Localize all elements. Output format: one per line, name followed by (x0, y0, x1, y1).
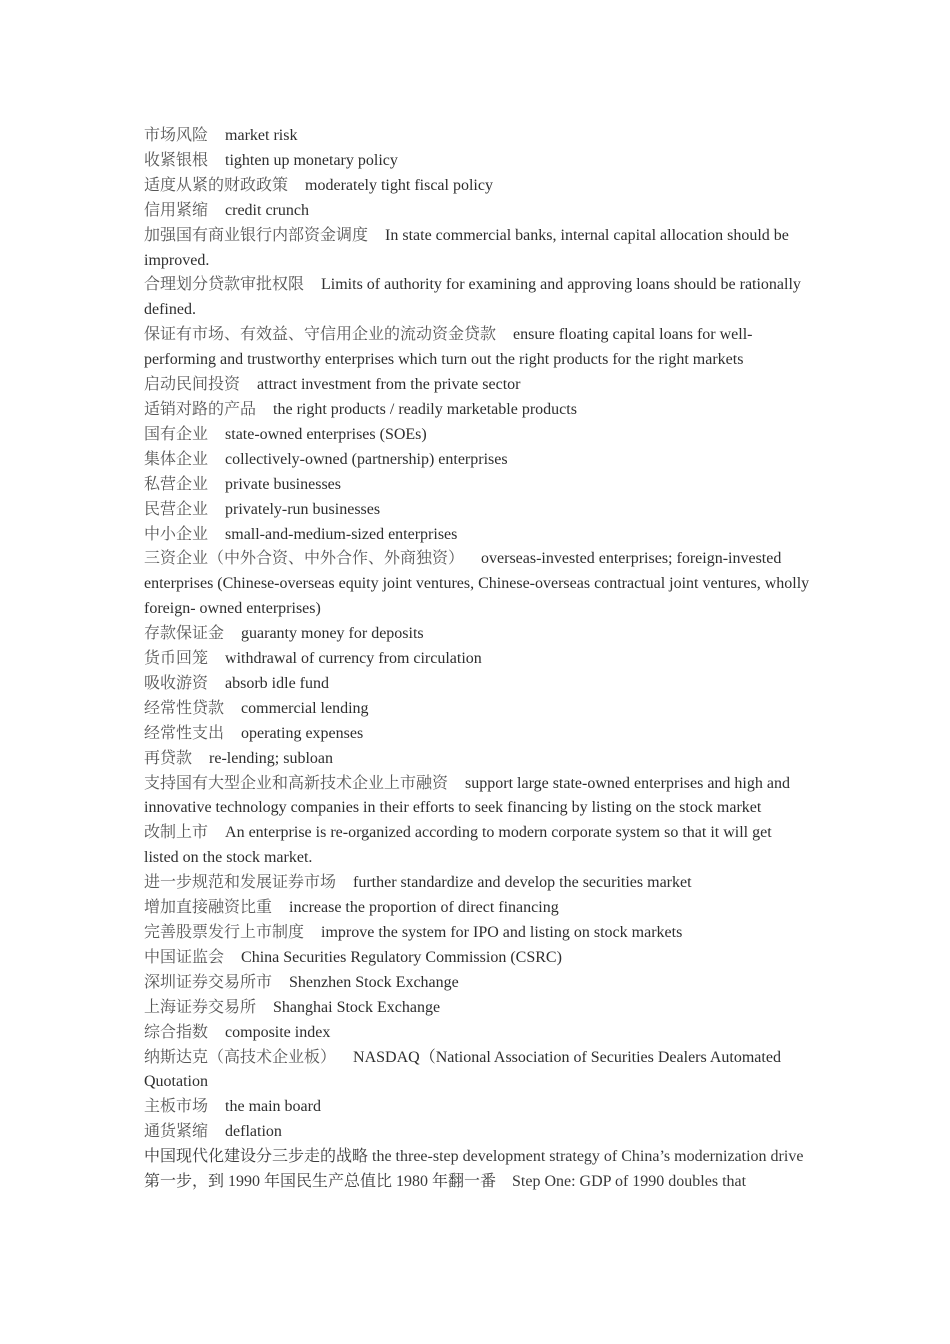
glossary-entry (144, 996, 810, 1021)
glossary-list (144, 124, 810, 1145)
english-translation: guaranty money for deposits (241, 625, 424, 643)
glossary-entry (144, 896, 810, 921)
glossary-entry (144, 473, 810, 498)
english-translation: overseas-invested enterprises; foreign-invested enterprises (Chinese-overseas equity joint ventures, Chinese-overseas contractual joint ventures, wholly foreign- owned enterprises) (144, 550, 810, 618)
chinese-term: 纳斯达克（高技术企业板） (144, 1048, 337, 1066)
chinese-term: 加强国有商业银行内部资金调度 (144, 226, 369, 244)
glossary-entry (144, 622, 810, 647)
english-translation: increase the proportion of direct financing (289, 899, 559, 917)
english-translation: private businesses (225, 475, 341, 493)
chinese-term: 改制上市 (144, 824, 209, 842)
chinese-term: 国有企业 (144, 425, 209, 443)
glossary-entry (144, 423, 810, 448)
chinese-term: 三资企业（中外合资、中外合作、外商独资） (144, 550, 465, 568)
glossary-entry (144, 124, 810, 149)
english-translation: market risk (225, 127, 298, 144)
english-translation: state-owned enterprises (SOEs) (225, 425, 427, 443)
english-translation: collectively-owned (partnership) enterprises (225, 450, 508, 468)
glossary-entry (144, 523, 810, 548)
glossary-entry (144, 672, 810, 697)
chinese-term: 上海证券交易所 (144, 998, 257, 1016)
glossary-entry (144, 174, 810, 199)
english-translation: Shenzhen Stock Exchange (289, 973, 459, 991)
glossary-entry (144, 946, 810, 971)
glossary-entry (144, 273, 810, 323)
glossary-entry (144, 149, 810, 174)
chinese-term: 吸收游资 (144, 674, 209, 692)
chinese-term: 完善股票发行上市制度 (144, 924, 305, 941)
english-translation: the main board (225, 1098, 321, 1116)
english-translation: small-and-medium-sized enterprises (225, 525, 458, 543)
chinese-term: 支持国有大型企业和高新技术企业上市融资 (144, 774, 449, 792)
glossary-entry (144, 871, 810, 896)
english-translation: improve the system for IPO and listing on stock markets (321, 924, 683, 941)
english-translation: credit crunch (225, 201, 309, 219)
glossary-entry (144, 1046, 810, 1096)
english-translation: In state commercial banks, internal capital allocation should be improved. (144, 226, 789, 269)
glossary-entry (144, 398, 810, 423)
chinese-term: 适销对路的产品 (144, 400, 257, 418)
glossary-entry (144, 1021, 810, 1046)
chinese-term: 合理划分贷款审批权限 (144, 276, 305, 294)
chinese-term: 深圳证券交易所市 (144, 973, 273, 991)
english-translation: deflation (225, 1123, 282, 1141)
glossary-entry (144, 921, 810, 946)
chinese-term: 保证有市场、有效益、守信用企业的流动资金贷款 (144, 326, 497, 344)
chinese-term: 货币回笼 (144, 650, 209, 668)
chinese-term: 综合指数 (144, 1023, 209, 1041)
english-translation: Limits of authority for examining and approving loans should be rationally defined. (144, 276, 801, 319)
english-translation: composite index (225, 1023, 331, 1041)
glossary-entry (144, 747, 810, 772)
glossary-entry (144, 722, 810, 747)
chinese-term: 市场风险 (144, 127, 209, 144)
glossary-entry (144, 373, 810, 398)
chinese-term: 增加直接融资比重 (144, 899, 273, 917)
chinese-term: 进一步规范和发展证券市场 (144, 874, 337, 892)
chinese-term: 集体企业 (144, 450, 209, 468)
english-translation: commercial lending (241, 699, 369, 717)
chinese-term: 中国证监会 (144, 948, 225, 966)
chinese-term: 经常性贷款 (144, 699, 225, 717)
glossary-entry (144, 448, 810, 473)
glossary-entry (144, 821, 810, 871)
english-translation: attract investment from the private sector (257, 376, 521, 394)
english-translation: tighten up monetary policy (225, 151, 398, 169)
glossary-entry (144, 647, 810, 672)
chinese-term: 信用紧缩 (144, 201, 209, 219)
english-translation: further standardize and develop the securities market (353, 874, 692, 892)
glossary-entry (144, 697, 810, 722)
english-translation: re-lending; subloan (209, 749, 333, 767)
english-translation: the right products / readily marketable products (273, 400, 577, 418)
chinese-term: 存款保证金 (144, 625, 225, 643)
glossary-entry (144, 772, 810, 822)
chinese-term: 私营企业 (144, 475, 209, 493)
english-translation: support large state-owned enterprises and high and innovative technology companies in their efforts to seek financing by listing on the stock market (144, 774, 790, 817)
glossary-entry (144, 199, 810, 224)
chinese-term: 中小企业 (144, 525, 209, 543)
english-translation: operating expenses (241, 724, 364, 742)
final-paragraph: 中国现代化建设分三步走的战略 the three-step development strategy of China’s modernization drive 第一步，到 1990 年国民生产总值比 1980 年翻一番 Step One: GDP of 1990 doubles that (144, 1148, 804, 1191)
chinese-term: 民营企业 (144, 500, 209, 518)
glossary-entry (144, 1095, 810, 1120)
glossary-entry (144, 498, 810, 523)
english-translation: Shanghai Stock Exchange (273, 998, 441, 1016)
english-translation: withdrawal of currency from circulation (225, 650, 482, 668)
chinese-term: 通货紧缩 (144, 1123, 209, 1141)
english-translation: ensure floating capital loans for well-performing and trustworthy enterprises which turn out the right products for the right markets (144, 326, 753, 369)
glossary-content (144, 124, 810, 1195)
chinese-term: 启动民间投资 (144, 376, 241, 394)
glossary-entry (144, 547, 810, 622)
chinese-term: 再贷款 (144, 749, 193, 767)
chinese-term: 主板市场 (144, 1098, 209, 1116)
english-translation: NASDAQ（National Association of Securities Dealers Automated Quotation (144, 1048, 781, 1091)
english-translation: absorb idle fund (225, 674, 329, 692)
glossary-entry (144, 323, 810, 373)
english-translation: China Securities Regulatory Commission (CSRC) (241, 948, 562, 966)
glossary-entry (144, 224, 810, 274)
chinese-term: 收紧银根 (144, 151, 209, 169)
glossary-entry (144, 971, 810, 996)
chinese-term: 经常性支出 (144, 724, 225, 742)
english-translation: An enterprise is re-organized according to modern corporate system so that it will get listed on the stock market. (144, 824, 772, 867)
english-translation: moderately tight fiscal policy (305, 176, 493, 194)
english-translation: privately-run businesses (225, 500, 381, 518)
chinese-term: 适度从紧的财政政策 (144, 176, 289, 194)
glossary-entry (144, 1120, 810, 1145)
